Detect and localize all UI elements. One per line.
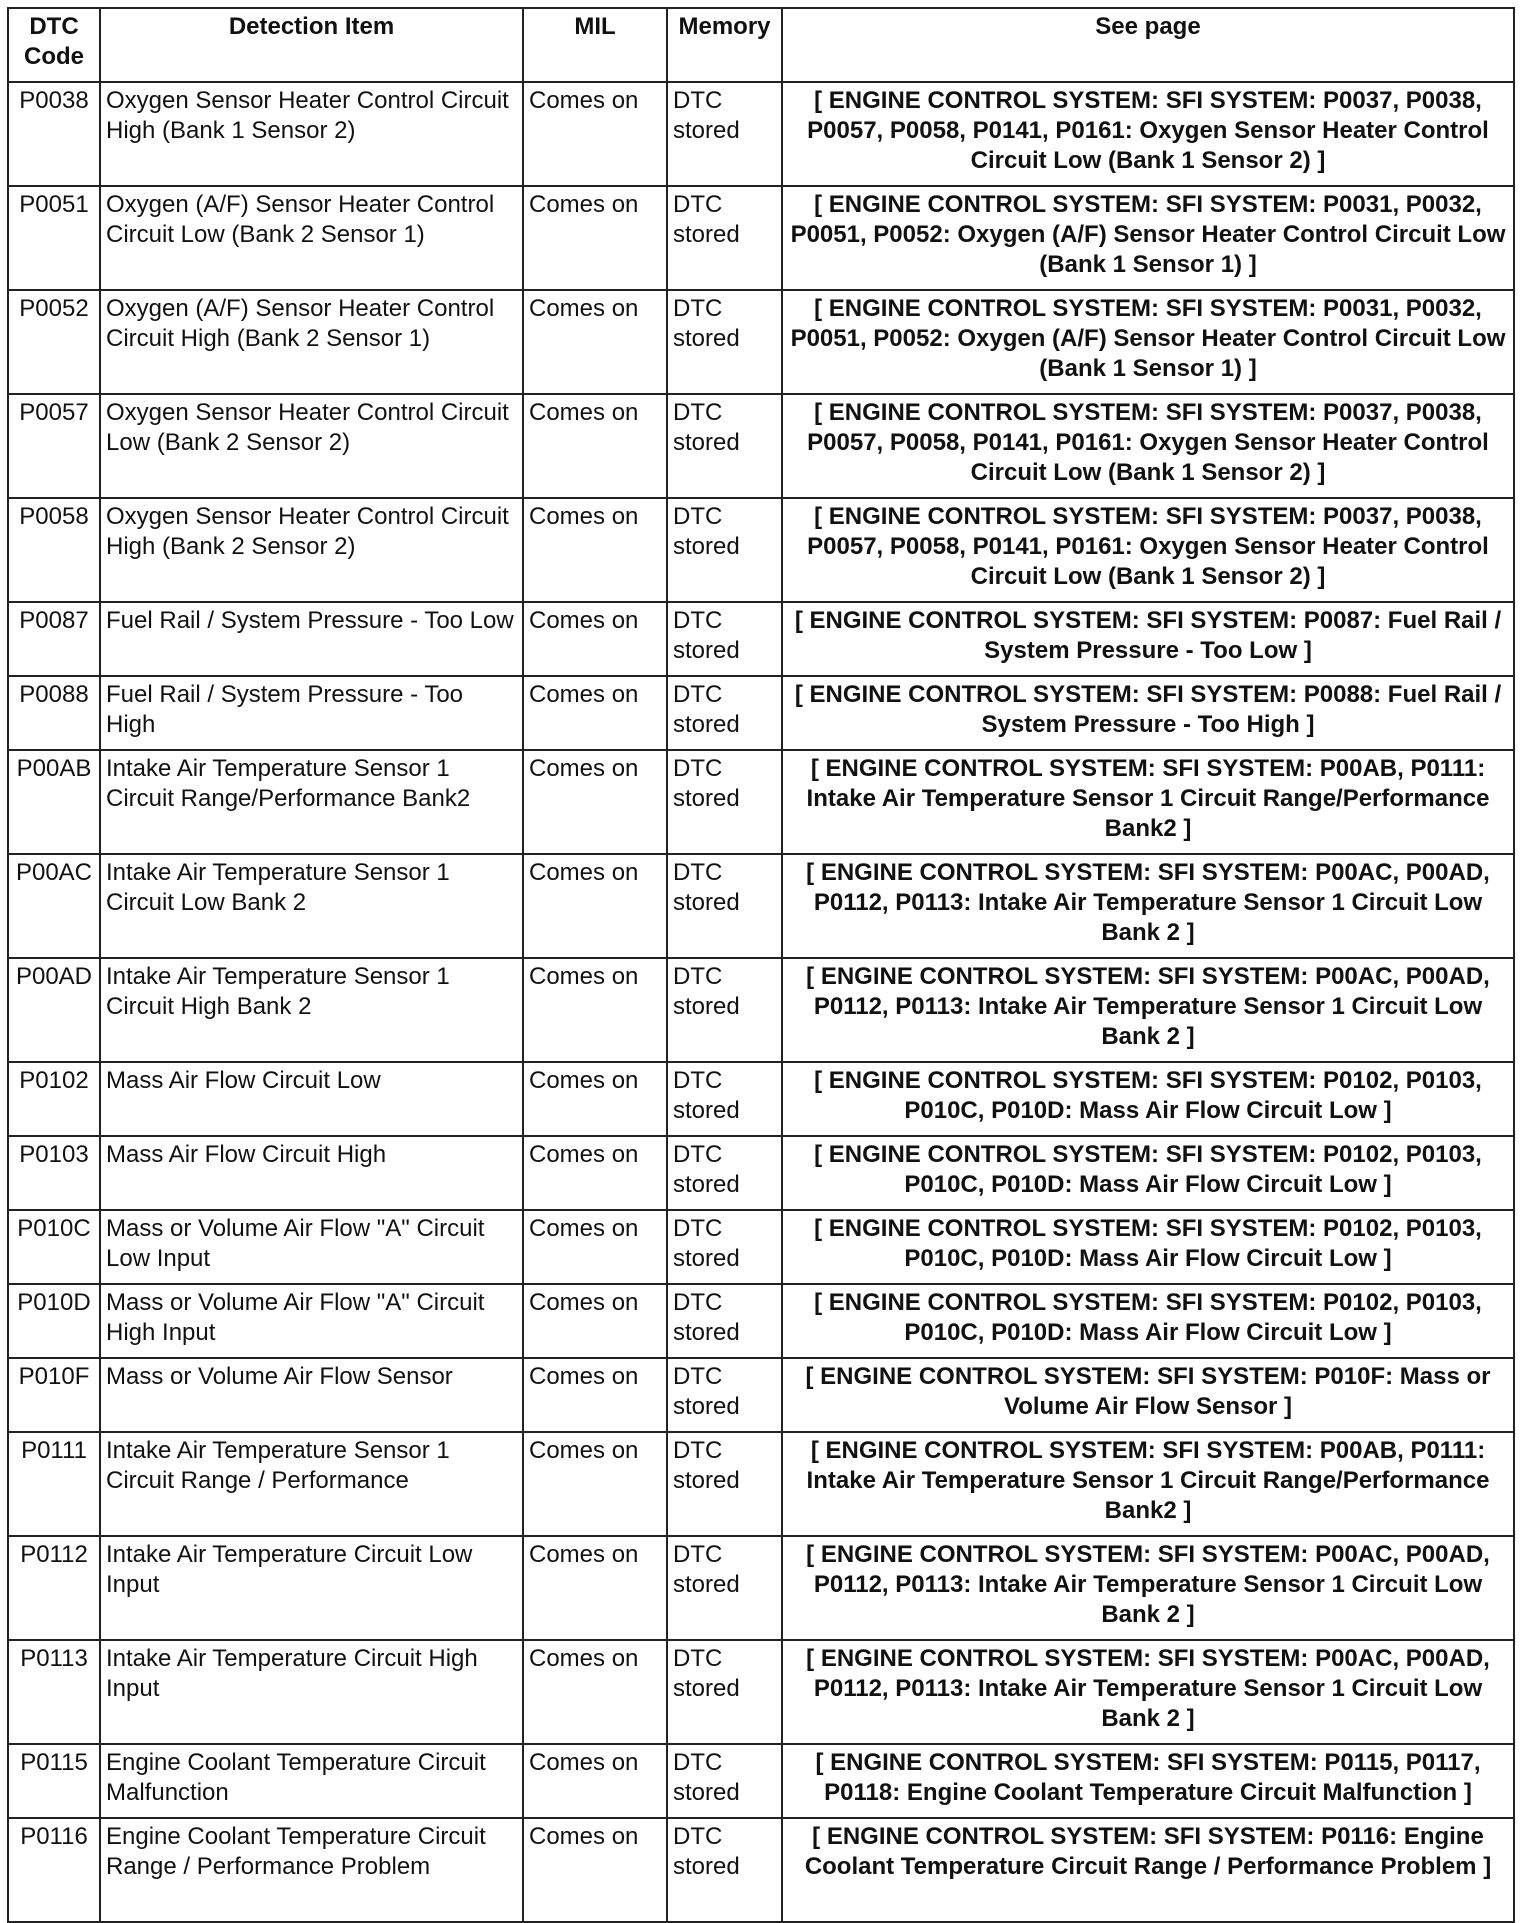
mil-status: Comes on bbox=[523, 1062, 667, 1136]
header-mil: MIL bbox=[523, 8, 667, 82]
see-page-reference: [ ENGINE CONTROL SYSTEM: SFI SYSTEM: P00AC, P00AD, P0112, P0113: Intake Air Temperature Sensor 1 Circuit Low Bank 2 ] bbox=[782, 1536, 1514, 1640]
detection-item: Intake Air Temperature Sensor 1 Circuit Low Bank 2 bbox=[100, 854, 523, 958]
table-row bbox=[8, 958, 1514, 1062]
mil-status: Comes on bbox=[523, 958, 667, 1062]
header-memory: Memory bbox=[667, 8, 782, 82]
memory-status: DTC stored bbox=[667, 1062, 782, 1136]
see-page-reference: [ ENGINE CONTROL SYSTEM: SFI SYSTEM: P0031, P0032, P0051, P0052: Oxygen (A/F) Sensor Heater Control Circuit Low (Bank 1 Sensor 1) ] bbox=[782, 290, 1514, 394]
table-row bbox=[8, 1358, 1514, 1432]
see-page-reference: [ ENGINE CONTROL SYSTEM: SFI SYSTEM: P0088: Fuel Rail / System Pressure - Too High ] bbox=[782, 676, 1514, 750]
mil-status: Comes on bbox=[523, 1210, 667, 1284]
table-row bbox=[8, 498, 1514, 602]
see-page-reference: [ ENGINE CONTROL SYSTEM: SFI SYSTEM: P0102, P0103, P010C, P010D: Mass Air Flow Circuit Low ] bbox=[782, 1062, 1514, 1136]
memory-status: DTC stored bbox=[667, 854, 782, 958]
dtc-code: P0102 bbox=[8, 1062, 100, 1136]
memory-status: DTC stored bbox=[667, 602, 782, 676]
detection-item: Mass or Volume Air Flow "A" Circuit High Input bbox=[100, 1284, 523, 1358]
memory-status: DTC stored bbox=[667, 1136, 782, 1210]
detection-item: Fuel Rail / System Pressure - Too High bbox=[100, 676, 523, 750]
see-page-reference: [ ENGINE CONTROL SYSTEM: SFI SYSTEM: P0115, P0117, P0118: Engine Coolant Temperature Circuit Malfunction ] bbox=[782, 1744, 1514, 1818]
mil-status: Comes on bbox=[523, 498, 667, 602]
detection-item: Intake Air Temperature Sensor 1 Circuit High Bank 2 bbox=[100, 958, 523, 1062]
memory-status: DTC stored bbox=[667, 1210, 782, 1284]
mil-status: Comes on bbox=[523, 1432, 667, 1536]
memory-status: DTC stored bbox=[667, 1640, 782, 1744]
table-row bbox=[8, 82, 1514, 186]
dtc-code: P0113 bbox=[8, 1640, 100, 1744]
detection-item: Oxygen (A/F) Sensor Heater Control Circuit High (Bank 2 Sensor 1) bbox=[100, 290, 523, 394]
dtc-code: P0057 bbox=[8, 394, 100, 498]
dtc-code: P0058 bbox=[8, 498, 100, 602]
see-page-reference: [ ENGINE CONTROL SYSTEM: SFI SYSTEM: P00AC, P00AD, P0112, P0113: Intake Air Temperature Sensor 1 Circuit Low Bank 2 ] bbox=[782, 1640, 1514, 1744]
mil-status: Comes on bbox=[523, 394, 667, 498]
see-page-reference: [ ENGINE CONTROL SYSTEM: SFI SYSTEM: P00AB, P0111: Intake Air Temperature Sensor 1 Circuit Range/Performance Bank2 ] bbox=[782, 750, 1514, 854]
detection-item: Engine Coolant Temperature Circuit Malfunction bbox=[100, 1744, 523, 1818]
dtc-code: P010C bbox=[8, 1210, 100, 1284]
dtc-code: P0038 bbox=[8, 82, 100, 186]
detection-item: Engine Coolant Temperature Circuit Range / Performance Problem bbox=[100, 1818, 523, 1922]
memory-status: DTC stored bbox=[667, 676, 782, 750]
table-row bbox=[8, 1062, 1514, 1136]
see-page-reference: [ ENGINE CONTROL SYSTEM: SFI SYSTEM: P0037, P0038, P0057, P0058, P0141, P0161: Oxygen Sensor Heater Control Circuit Low (Bank 1 Sensor 2) ] bbox=[782, 82, 1514, 186]
mil-status: Comes on bbox=[523, 854, 667, 958]
see-page-reference: [ ENGINE CONTROL SYSTEM: SFI SYSTEM: P0116: Engine Coolant Temperature Circuit Range / Performance Problem ] bbox=[782, 1818, 1514, 1922]
dtc-code: P0115 bbox=[8, 1744, 100, 1818]
mil-status: Comes on bbox=[523, 1136, 667, 1210]
mil-status: Comes on bbox=[523, 1358, 667, 1432]
detection-item: Oxygen (A/F) Sensor Heater Control Circuit Low (Bank 2 Sensor 1) bbox=[100, 186, 523, 290]
memory-status: DTC stored bbox=[667, 186, 782, 290]
see-page-reference: [ ENGINE CONTROL SYSTEM: SFI SYSTEM: P0102, P0103, P010C, P010D: Mass Air Flow Circuit Low ] bbox=[782, 1136, 1514, 1210]
table-header bbox=[8, 8, 1514, 82]
table-row bbox=[8, 1136, 1514, 1210]
header-detection-item: Detection Item bbox=[100, 8, 523, 82]
table-row bbox=[8, 1432, 1514, 1536]
memory-status: DTC stored bbox=[667, 498, 782, 602]
table-row bbox=[8, 1818, 1514, 1922]
detection-item: Intake Air Temperature Sensor 1 Circuit Range / Performance bbox=[100, 1432, 523, 1536]
table-row bbox=[8, 1744, 1514, 1818]
dtc-code: P0051 bbox=[8, 186, 100, 290]
dtc-code: P0052 bbox=[8, 290, 100, 394]
memory-status: DTC stored bbox=[667, 1432, 782, 1536]
see-page-reference: [ ENGINE CONTROL SYSTEM: SFI SYSTEM: P0087: Fuel Rail / System Pressure - Too Low ] bbox=[782, 602, 1514, 676]
table-row bbox=[8, 1210, 1514, 1284]
memory-status: DTC stored bbox=[667, 394, 782, 498]
memory-status: DTC stored bbox=[667, 1536, 782, 1640]
detection-item: Intake Air Temperature Circuit Low Input bbox=[100, 1536, 523, 1640]
dtc-code: P00AC bbox=[8, 854, 100, 958]
mil-status: Comes on bbox=[523, 1744, 667, 1818]
dtc-code: P010D bbox=[8, 1284, 100, 1358]
memory-status: DTC stored bbox=[667, 1358, 782, 1432]
mil-status: Comes on bbox=[523, 676, 667, 750]
mil-status: Comes on bbox=[523, 186, 667, 290]
dtc-code: P0111 bbox=[8, 1432, 100, 1536]
detection-item: Fuel Rail / System Pressure - Too Low bbox=[100, 602, 523, 676]
memory-status: DTC stored bbox=[667, 1744, 782, 1818]
dtc-code: P0116 bbox=[8, 1818, 100, 1922]
detection-item: Oxygen Sensor Heater Control Circuit Low (Bank 2 Sensor 2) bbox=[100, 394, 523, 498]
table-row bbox=[8, 1640, 1514, 1744]
mil-status: Comes on bbox=[523, 290, 667, 394]
dtc-code: P00AD bbox=[8, 958, 100, 1062]
mil-status: Comes on bbox=[523, 750, 667, 854]
mil-status: Comes on bbox=[523, 1818, 667, 1922]
detection-item: Intake Air Temperature Sensor 1 Circuit Range/Performance Bank2 bbox=[100, 750, 523, 854]
memory-status: DTC stored bbox=[667, 750, 782, 854]
table-row bbox=[8, 602, 1514, 676]
table-row bbox=[8, 750, 1514, 854]
dtc-code: P0088 bbox=[8, 676, 100, 750]
dtc-code: P0103 bbox=[8, 1136, 100, 1210]
see-page-reference: [ ENGINE CONTROL SYSTEM: SFI SYSTEM: P0102, P0103, P010C, P010D: Mass Air Flow Circuit Low ] bbox=[782, 1210, 1514, 1284]
dtc-code: P0087 bbox=[8, 602, 100, 676]
see-page-reference: [ ENGINE CONTROL SYSTEM: SFI SYSTEM: P00AB, P0111: Intake Air Temperature Sensor 1 Circuit Range/Performance Bank2 ] bbox=[782, 1432, 1514, 1536]
memory-status: DTC stored bbox=[667, 958, 782, 1062]
mil-status: Comes on bbox=[523, 1284, 667, 1358]
table-row bbox=[8, 1536, 1514, 1640]
detection-item: Oxygen Sensor Heater Control Circuit High (Bank 2 Sensor 2) bbox=[100, 498, 523, 602]
dtc-code: P0112 bbox=[8, 1536, 100, 1640]
dtc-code: P010F bbox=[8, 1358, 100, 1432]
mil-status: Comes on bbox=[523, 1536, 667, 1640]
detection-item: Intake Air Temperature Circuit High Input bbox=[100, 1640, 523, 1744]
mil-status: Comes on bbox=[523, 1640, 667, 1744]
see-page-reference: [ ENGINE CONTROL SYSTEM: SFI SYSTEM: P0037, P0038, P0057, P0058, P0141, P0161: Oxygen Sensor Heater Control Circuit Low (Bank 1 Sensor 2) ] bbox=[782, 394, 1514, 498]
detection-item: Mass Air Flow Circuit High bbox=[100, 1136, 523, 1210]
see-page-reference: [ ENGINE CONTROL SYSTEM: SFI SYSTEM: P0031, P0032, P0051, P0052: Oxygen (A/F) Sensor Heater Control Circuit Low (Bank 1 Sensor 1) ] bbox=[782, 186, 1514, 290]
header-row bbox=[8, 8, 1514, 82]
see-page-reference: [ ENGINE CONTROL SYSTEM: SFI SYSTEM: P00AC, P00AD, P0112, P0113: Intake Air Temperature Sensor 1 Circuit Low Bank 2 ] bbox=[782, 854, 1514, 958]
table-row bbox=[8, 186, 1514, 290]
table-body bbox=[8, 82, 1514, 1922]
dtc-code: P00AB bbox=[8, 750, 100, 854]
see-page-reference: [ ENGINE CONTROL SYSTEM: SFI SYSTEM: P010F: Mass or Volume Air Flow Sensor ] bbox=[782, 1358, 1514, 1432]
mil-status: Comes on bbox=[523, 82, 667, 186]
memory-status: DTC stored bbox=[667, 1818, 782, 1922]
detection-item: Oxygen Sensor Heater Control Circuit High (Bank 1 Sensor 2) bbox=[100, 82, 523, 186]
dtc-table bbox=[7, 7, 1515, 1923]
memory-status: DTC stored bbox=[667, 82, 782, 186]
memory-status: DTC stored bbox=[667, 290, 782, 394]
table-row bbox=[8, 676, 1514, 750]
table-row bbox=[8, 854, 1514, 958]
memory-status: DTC stored bbox=[667, 1284, 782, 1358]
detection-item: Mass or Volume Air Flow "A" Circuit Low Input bbox=[100, 1210, 523, 1284]
see-page-reference: [ ENGINE CONTROL SYSTEM: SFI SYSTEM: P0102, P0103, P010C, P010D: Mass Air Flow Circuit Low ] bbox=[782, 1284, 1514, 1358]
table-row bbox=[8, 394, 1514, 498]
see-page-reference: [ ENGINE CONTROL SYSTEM: SFI SYSTEM: P0037, P0038, P0057, P0058, P0141, P0161: Oxygen Sensor Heater Control Circuit Low (Bank 1 Sensor 2) ] bbox=[782, 498, 1514, 602]
header-dtc-code: DTC Code bbox=[8, 8, 100, 82]
table-row bbox=[8, 1284, 1514, 1358]
detection-item: Mass or Volume Air Flow Sensor bbox=[100, 1358, 523, 1432]
table-row bbox=[8, 290, 1514, 394]
see-page-reference: [ ENGINE CONTROL SYSTEM: SFI SYSTEM: P00AC, P00AD, P0112, P0113: Intake Air Temperature Sensor 1 Circuit Low Bank 2 ] bbox=[782, 958, 1514, 1062]
mil-status: Comes on bbox=[523, 602, 667, 676]
detection-item: Mass Air Flow Circuit Low bbox=[100, 1062, 523, 1136]
header-see-page: See page bbox=[782, 8, 1514, 82]
